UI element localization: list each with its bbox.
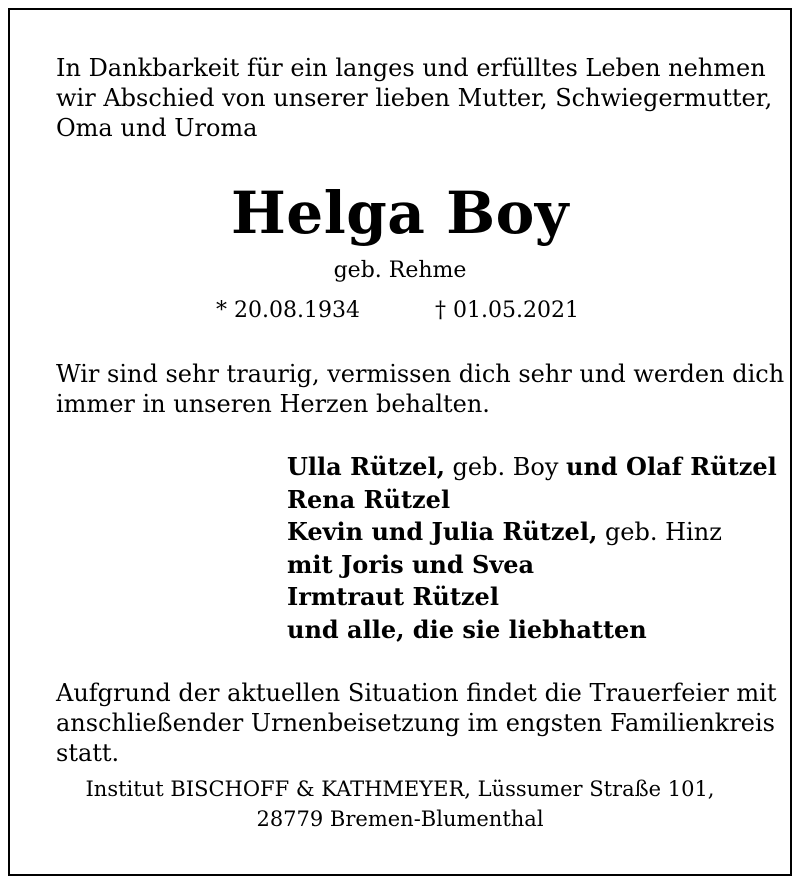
- family-name: Kevin und Julia Rützel,: [287, 517, 598, 547]
- funeral-line: anschließender Urnenbeisetzung im engsten Familienkreis: [56, 709, 775, 737]
- family-row: Irmtraut Rützel: [287, 582, 499, 612]
- death-date: † 01.05.2021: [435, 298, 579, 323]
- message-line: immer in unseren Herzen behalten.: [56, 390, 490, 418]
- family-row: Rena Rützel: [287, 484, 451, 514]
- family-name: Ulla Rützel,: [287, 452, 445, 481]
- mourning-message: [56, 359, 785, 419]
- family-signatures: [287, 451, 777, 647]
- family-row: mit Joris und Svea: [287, 549, 535, 579]
- family-maiden-name: geb. Hinz: [597, 518, 722, 547]
- intro-text: [56, 53, 776, 143]
- institute-line: Institut BISCHOFF & KATHMEYER, Lüssumer Straße 101,: [85, 777, 715, 801]
- birth-date: * 20.08.1934: [216, 298, 360, 323]
- deceased-name: Helga Boy: [231, 179, 569, 247]
- institute-line: 28779 Bremen-Blumenthal: [256, 807, 544, 831]
- family-maiden-name: geb. Boy: [444, 453, 567, 481]
- funeral-note: [56, 678, 776, 768]
- funeral-line: Aufgrund der aktuellen Situation findet die Trauerfeier mit: [56, 679, 777, 707]
- message-line: Wir sind sehr traurig, vermissen dich sehr und werden dich: [56, 360, 785, 388]
- funeral-line: statt.: [56, 739, 120, 767]
- family-row: [287, 451, 777, 484]
- intro-line: Oma und Uroma: [56, 114, 258, 142]
- maiden-name: geb. Rehme: [333, 258, 467, 283]
- intro-line: In Dankbarkeit für ein langes und erfülltes Leben nehmen: [56, 54, 766, 82]
- family-name: und Olaf Rützel: [566, 452, 777, 481]
- funeral-institute: [0, 774, 800, 834]
- family-row: [287, 516, 777, 549]
- family-row: und alle, die sie liebhatten: [287, 614, 647, 644]
- intro-line: wir Abschied von unserer lieben Mutter, Schwiegermutter,: [56, 84, 773, 112]
